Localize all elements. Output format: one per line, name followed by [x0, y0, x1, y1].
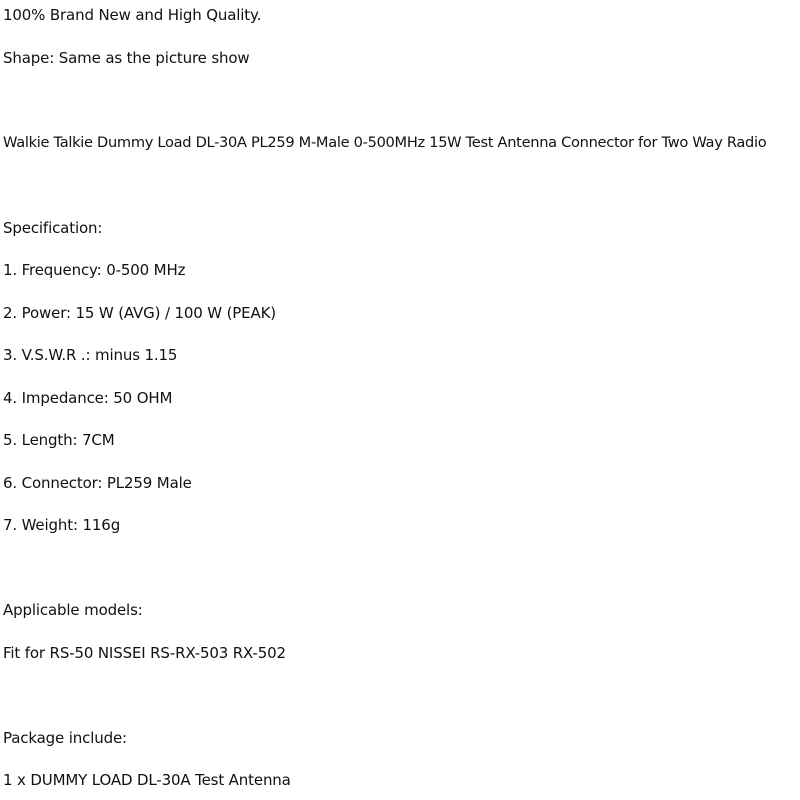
- shape-statement: Shape: Same as the picture show: [3, 49, 250, 67]
- spec-impedance: 4. Impedance: 50 OHM: [3, 389, 173, 407]
- spec-frequency: 1. Frequency: 0-500 MHz: [3, 261, 186, 279]
- package-contents: 1 x DUMMY LOAD DL-30A Test Antenna: [3, 771, 291, 789]
- specification-heading: Specification:: [3, 219, 103, 237]
- quality-statement: 100% Brand New and High Quality.: [3, 6, 262, 24]
- applicable-models-text: Fit for RS-50 NISSEI RS-RX-503 RX-502: [3, 644, 286, 662]
- spec-length: 5. Length: 7CM: [3, 431, 115, 449]
- product-title: Walkie Talkie Dummy Load DL-30A PL259 M-Male 0-500MHz 15W Test Antenna Connector for Two Way Radio: [3, 134, 767, 151]
- package-heading: Package include:: [3, 729, 127, 747]
- applicable-models-heading: Applicable models:: [3, 601, 143, 619]
- spec-weight: 7. Weight: 116g: [3, 516, 121, 534]
- spec-power: 2. Power: 15 W (AVG) / 100 W (PEAK): [3, 304, 276, 322]
- spec-vswr: 3. V.S.W.R .: minus 1.15: [3, 346, 178, 364]
- spec-connector: 6. Connector: PL259 Male: [3, 474, 192, 492]
